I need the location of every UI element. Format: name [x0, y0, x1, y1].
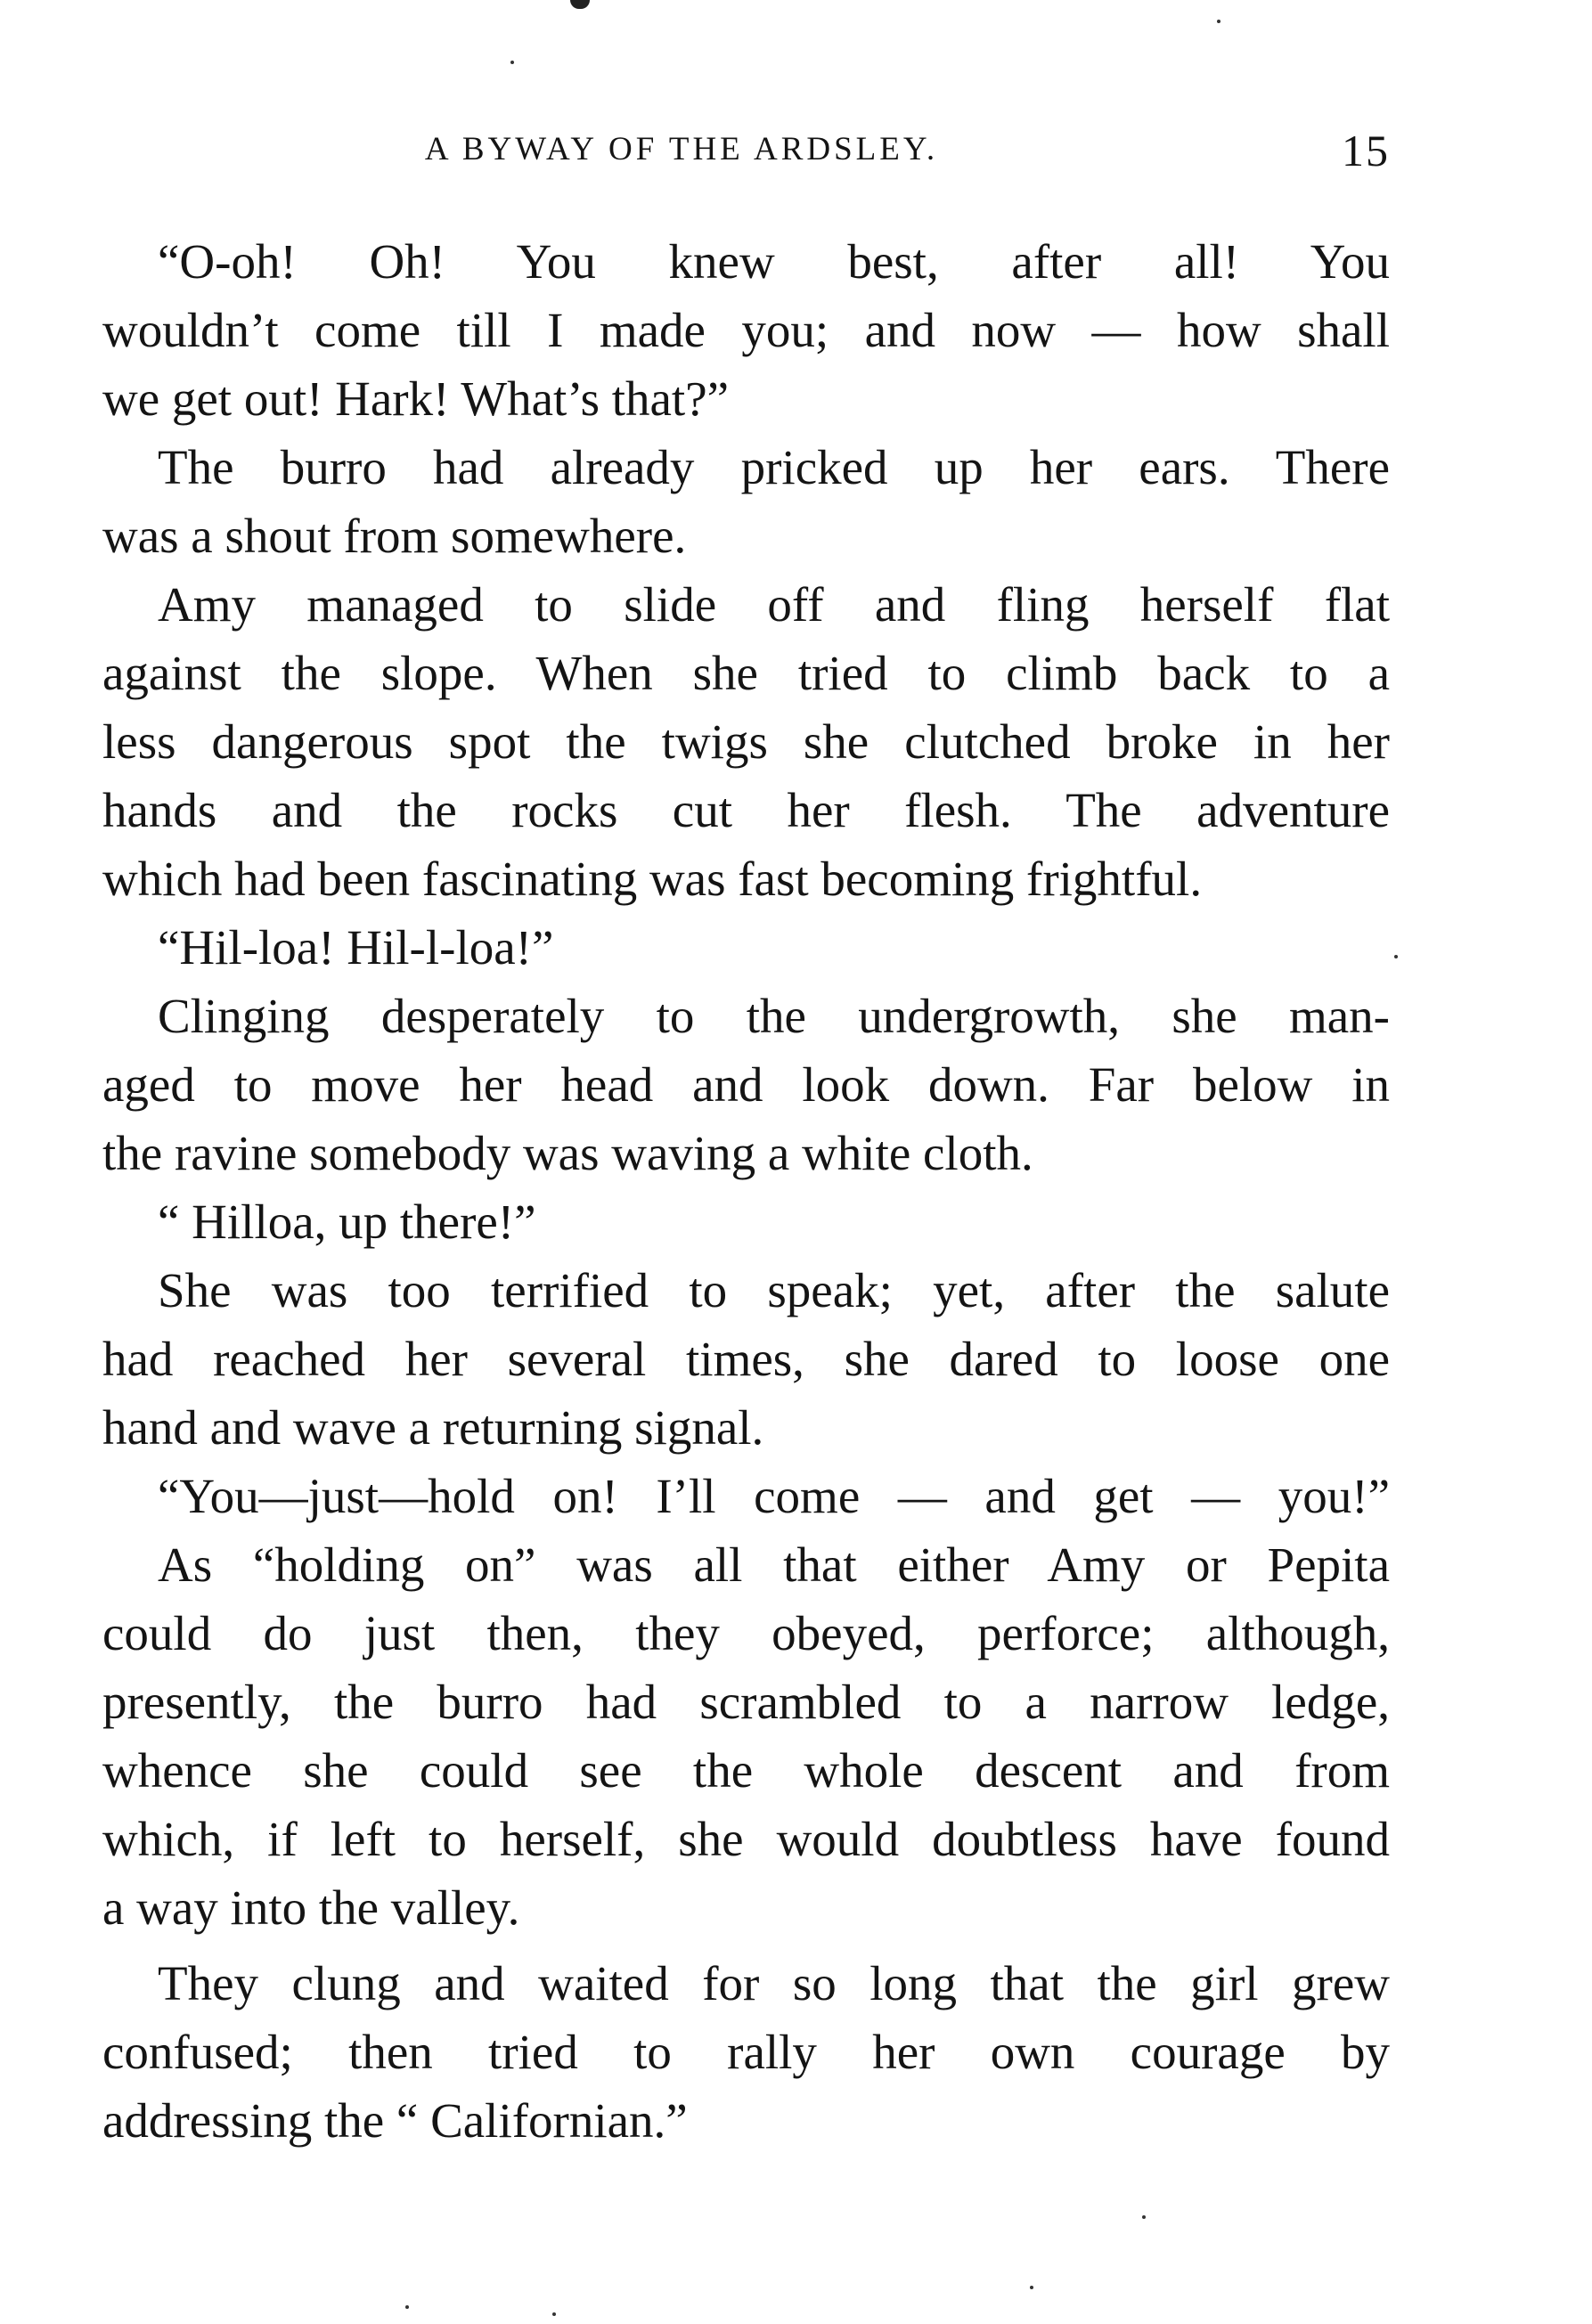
text-line: hand and wave a returning signal.	[102, 1400, 764, 1455]
body-text	[102, 227, 1390, 2155]
text-line: She was too terrified to speak; yet, after the salute	[158, 1263, 1390, 1317]
paper-speck	[552, 2312, 556, 2316]
text-line: Clinging desperately to the undergrowth, she man-	[158, 989, 1390, 1043]
text-line: Amy managed to slide off and fling herself flat	[158, 577, 1390, 632]
text-line: hands and the rocks cut her flesh. The adventure	[102, 783, 1390, 837]
text-line: we get out! Hark! What’s that?”	[102, 371, 730, 426]
paper-speck	[1394, 955, 1398, 958]
text-line: wouldn’t come till I made you; and now — how shall	[102, 303, 1390, 357]
text-line: aged to move her head and look down. Far below in	[102, 1057, 1390, 1112]
text-line: could do just then, they obeyed, perforce; although,	[102, 1606, 1390, 1660]
paper-speck	[1142, 2215, 1146, 2219]
text-line: They clung and waited for so long that the girl grew	[158, 1956, 1390, 2010]
text-line: The burro had already pricked up her ears. There	[158, 440, 1390, 494]
text-line: whence she could see the whole descent and from	[102, 1743, 1390, 1798]
text-line: had reached her several times, she dared to loose one	[102, 1332, 1390, 1386]
text-line: presently, the burro had scrambled to a narrow ledge,	[102, 1675, 1390, 1729]
paper-speck	[1030, 2286, 1033, 2289]
text-line: addressing the “ Californian.”	[102, 2093, 688, 2148]
text-line: “O-oh! Oh! You knew best, after all! You	[158, 234, 1390, 289]
text-line: which had been fascinating was fast becoming frightful.	[102, 852, 1203, 906]
running-title: A BYWAY OF THE ARDSLEY.	[424, 131, 939, 167]
running-head	[102, 125, 1390, 178]
text-line: against the slope. When she tried to climb back to a	[102, 646, 1390, 700]
text-line: confused; then tried to rally her own courage by	[102, 2025, 1390, 2079]
text-line: which, if left to herself, she would doubtless have found	[102, 1812, 1390, 1866]
text-line: less dangerous spot the twigs she clutched broke in her	[102, 714, 1390, 769]
text-line: a way into the valley.	[102, 1880, 520, 1935]
paper-speck	[405, 2305, 409, 2309]
text-line: As “holding on” was all that either Amy or Pepita	[158, 1537, 1390, 1592]
text-line: “You—just—hold on! I’ll come — and get — you!”	[158, 1469, 1390, 1523]
text-line: “Hil-loa! Hil-l-loa!”	[158, 920, 554, 974]
page-number: 15	[1342, 126, 1390, 175]
text-line: “ Hilloa, up there!”	[158, 1195, 536, 1249]
paper-speck	[1217, 20, 1221, 23]
text-line: was a shout from somewhere.	[102, 509, 687, 563]
printer-ornament	[570, 0, 590, 9]
paper-speck	[510, 61, 514, 64]
text-line: the ravine somebody was waving a white cloth.	[102, 1126, 1033, 1180]
